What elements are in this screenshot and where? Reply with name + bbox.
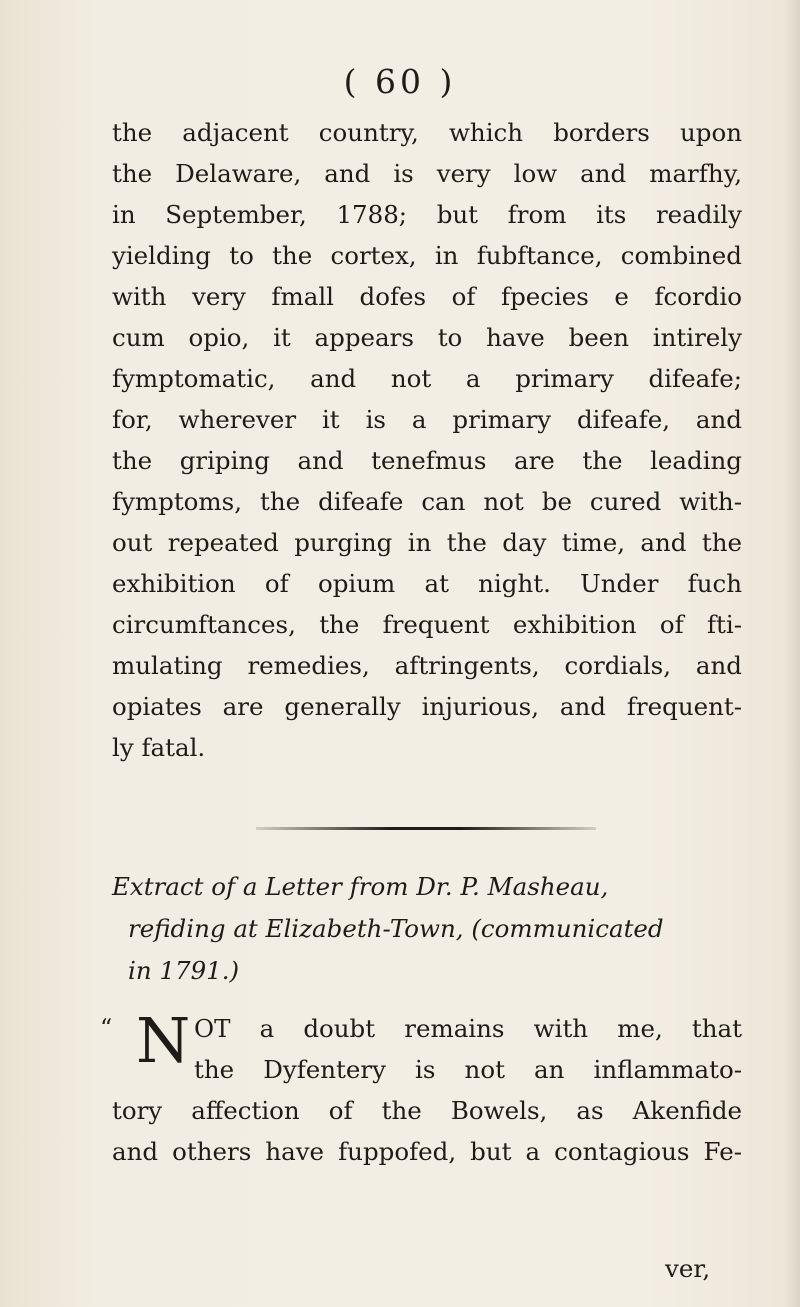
page-edge-shadow — [784, 0, 800, 1307]
letter-paragraph — [100, 1004, 742, 1172]
heading-line: in 1791.) — [128, 956, 240, 985]
text-line: the Dyfentery is not an inflammato- — [194, 1055, 742, 1084]
text-line: ly fatal. — [112, 733, 206, 762]
drop-cap: N — [136, 1004, 191, 1077]
text-line: fymptoms, the difeafe can not be cured with- — [112, 487, 742, 516]
catchword: ver, — [665, 1254, 711, 1283]
heading-line: Extract of a Letter from Dr. P. Masheau, — [112, 872, 609, 901]
text-line: fymptomatic, and not a primary difeafe; — [112, 364, 742, 393]
section-divider — [256, 827, 596, 830]
text-line: the griping and tenefmus are the leading — [112, 446, 742, 475]
text-line: OT a doubt remains with me, that — [194, 1014, 742, 1043]
text-line: for, wherever it is a primary difeafe, and — [112, 405, 742, 434]
text-line: in September, 1788; but from its readily — [112, 200, 742, 229]
section-heading — [112, 866, 752, 992]
text-line: cum opio, it appears to have been intirely — [112, 323, 742, 352]
text-line: tory affection of the Bowels, as Akenfide — [112, 1096, 742, 1125]
text-line: mulating remedies, aftringents, cordials, and — [112, 651, 742, 680]
page-number: ( 60 ) — [343, 62, 457, 101]
text-line: and others have fuppofed, but a contagious Fe- — [112, 1137, 742, 1166]
text-line: the adjacent country, which borders upon — [112, 118, 742, 147]
text-line: exhibition of opium at night. Under fuch — [112, 569, 742, 598]
text-line: opiates are generally injurious, and frequent- — [112, 692, 742, 721]
heading-line: refiding at Elizabeth-Town, (communicated — [128, 914, 664, 943]
text-line: yielding to the cortex, in fubftance, combined — [112, 241, 742, 270]
body-paragraph — [112, 112, 742, 768]
text-line: the Delaware, and is very low and marfhy, — [112, 159, 742, 188]
open-quote: “ — [100, 1014, 113, 1042]
text-line: with very fmall dofes of fpecies e fcordio — [112, 282, 742, 311]
text-line: circumftances, the frequent exhibition of fti- — [112, 610, 742, 639]
text-line: out repeated purging in the day time, and the — [112, 528, 742, 557]
